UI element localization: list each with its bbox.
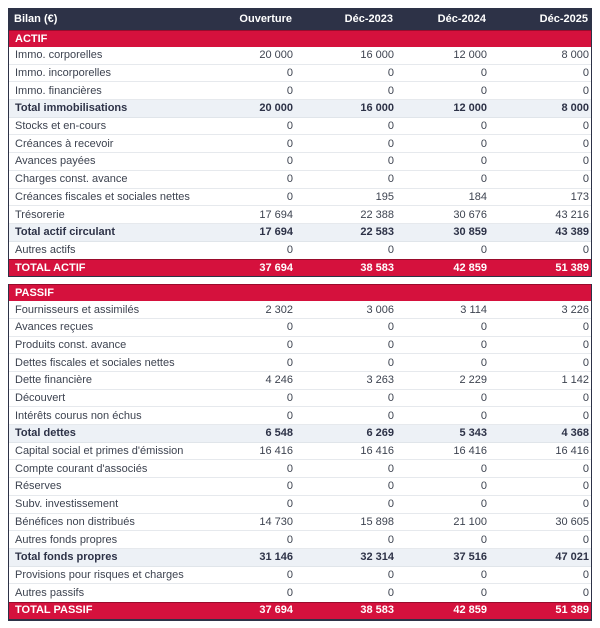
- row-value-dec-2023: 0: [387, 587, 394, 600]
- row-value-dec-2023: 22 583: [360, 226, 394, 239]
- row-label: Compte courant d'associés: [15, 462, 148, 475]
- row-value-dec-2024: 12 000: [453, 49, 487, 62]
- row-value-ouverture: 31 146: [259, 551, 293, 564]
- row-label: Stocks et en-cours: [15, 120, 107, 133]
- table-row: [9, 567, 591, 585]
- table-row: [9, 189, 591, 207]
- row-value-ouverture: 14 730: [259, 515, 293, 528]
- row-value-ouverture: 0: [286, 137, 293, 150]
- table-row: [9, 496, 591, 514]
- row-value-dec-2023: 15 898: [360, 515, 394, 528]
- row-value-dec-2024: 0: [480, 338, 487, 351]
- row-value-dec-2025: 43 389: [555, 226, 589, 239]
- row-value-dec-2025: 0: [582, 67, 589, 80]
- row-label: Trésorerie: [15, 208, 65, 221]
- row-value-dec-2025: 0: [582, 498, 589, 511]
- row-value-ouverture: 0: [286, 533, 293, 546]
- row-value-dec-2025: 0: [582, 321, 589, 334]
- row-value-dec-2023: 22 388: [360, 208, 394, 221]
- row-value-dec-2025: 43 216: [555, 208, 589, 221]
- table-title: Bilan (€): [14, 13, 58, 25]
- row-value-dec-2025: 0: [582, 356, 589, 369]
- row-value-dec-2025: 0: [582, 409, 589, 422]
- section-total-slot: [9, 602, 591, 619]
- row-value-ouverture: 0: [286, 84, 293, 97]
- row-value-dec-2025: 4 368: [561, 427, 589, 440]
- row-label: Autres actifs: [15, 244, 76, 257]
- section-rows: [9, 47, 591, 259]
- row-label: Créances fiscales et sociales nettes: [15, 190, 190, 203]
- column-header-ouverture: Ouverture: [239, 13, 292, 25]
- row-value-dec-2024: 0: [480, 392, 487, 405]
- table-row: [9, 390, 591, 408]
- row-value-ouverture: 0: [286, 462, 293, 475]
- row-value-ouverture: 0: [286, 392, 293, 405]
- row-value-dec-2023: 0: [387, 137, 394, 150]
- row-value-dec-2024: 0: [480, 120, 487, 133]
- table-body: [8, 30, 592, 621]
- row-label: Avances payées: [15, 155, 96, 168]
- table-header-row: [8, 8, 592, 30]
- balance-sheet-table: [8, 8, 592, 621]
- row-value-dec-2025: 8 000: [561, 49, 589, 62]
- row-label: Intérêts courus non échus: [15, 409, 142, 422]
- row-value-ouverture: 0: [286, 568, 293, 581]
- row-value-dec-2023: 3 006: [366, 303, 394, 316]
- row-label: Charges const. avance: [15, 173, 128, 186]
- table-row: [9, 514, 591, 532]
- row-label: Bénéfices non distribués: [15, 515, 135, 528]
- row-value-dec-2025: 16 416: [555, 445, 589, 458]
- row-value-ouverture: 17 694: [259, 208, 293, 221]
- table-row: [9, 118, 591, 136]
- row-value-ouverture: 0: [286, 498, 293, 511]
- row-label: Immo. corporelles: [15, 49, 103, 62]
- row-value-dec-2024: 5 343: [459, 427, 487, 440]
- row-label: Dette financière: [15, 374, 93, 387]
- row-value-dec-2024: 0: [480, 480, 487, 493]
- row-value-dec-2025: 0: [582, 84, 589, 97]
- row-value-ouverture: 0: [286, 120, 293, 133]
- section-header: [9, 284, 591, 301]
- row-value-dec-2023: 0: [387, 321, 394, 334]
- row-value-ouverture: 20 000: [259, 49, 293, 62]
- row-value-dec-2025: 0: [582, 392, 589, 405]
- row-label: Subv. investissement: [15, 498, 119, 511]
- table-row: [9, 372, 591, 390]
- table-row: [9, 47, 591, 65]
- row-value-dec-2024: 2 229: [459, 374, 487, 387]
- row-value-ouverture: 0: [286, 190, 293, 203]
- row-value-dec-2024: 12 000: [453, 102, 487, 115]
- row-value-ouverture: 2 302: [265, 303, 293, 316]
- row-value-dec-2024: 0: [480, 173, 487, 186]
- table-row: [9, 319, 591, 337]
- row-label: Total fonds propres: [15, 551, 118, 564]
- row-value-dec-2024: 30 676: [453, 208, 487, 221]
- row-value-ouverture: 0: [286, 587, 293, 600]
- row-label: Découvert: [15, 392, 66, 405]
- row-value-dec-2024: 0: [480, 84, 487, 97]
- row-value-dec-2024: 42 859: [453, 261, 487, 274]
- row-value-dec-2025: 8 000: [561, 102, 589, 115]
- table-row: [9, 82, 591, 100]
- row-label: Immo. financières: [15, 84, 102, 97]
- row-value-dec-2025: 1 142: [561, 374, 589, 387]
- row-value-dec-2023: 16 000: [360, 49, 394, 62]
- row-label: TOTAL PASSIF: [15, 604, 93, 617]
- row-value-dec-2025: 30 605: [555, 515, 589, 528]
- row-value-dec-2025: 0: [582, 173, 589, 186]
- row-value-dec-2024: 0: [480, 498, 487, 511]
- row-value-dec-2025: 3 226: [561, 303, 589, 316]
- row-value-dec-2024: 0: [480, 533, 487, 546]
- row-value-dec-2023: 195: [375, 190, 394, 203]
- row-value-dec-2025: 0: [582, 587, 589, 600]
- row-value-dec-2023: 0: [387, 120, 394, 133]
- section-title: ACTIF: [15, 32, 48, 45]
- row-value-dec-2023: 0: [387, 244, 394, 257]
- row-value-dec-2023: 0: [387, 568, 394, 581]
- row-value-dec-2023: 0: [387, 338, 394, 351]
- table-row: [9, 584, 591, 602]
- section-total-row: [9, 602, 591, 619]
- row-value-dec-2025: 51 389: [555, 261, 589, 274]
- row-value-dec-2025: 0: [582, 568, 589, 581]
- row-label: TOTAL ACTIF: [15, 261, 86, 274]
- row-value-ouverture: 0: [286, 409, 293, 422]
- row-value-dec-2023: 0: [387, 462, 394, 475]
- table-row: [9, 549, 591, 567]
- row-value-ouverture: 17 694: [259, 226, 293, 239]
- row-value-ouverture: 0: [286, 480, 293, 493]
- row-value-dec-2025: 0: [582, 480, 589, 493]
- row-value-dec-2024: 0: [480, 409, 487, 422]
- row-value-ouverture: 20 000: [259, 102, 293, 115]
- table-row: [9, 531, 591, 549]
- row-value-ouverture: 0: [286, 244, 293, 257]
- row-value-dec-2023: 0: [387, 173, 394, 186]
- row-value-dec-2023: 0: [387, 533, 394, 546]
- row-value-dec-2025: 0: [582, 244, 589, 257]
- table-row: [9, 354, 591, 372]
- table-row: [9, 171, 591, 189]
- row-value-dec-2024: 0: [480, 462, 487, 475]
- table-row: [9, 407, 591, 425]
- row-label: Réserves: [15, 480, 62, 493]
- row-value-dec-2024: 0: [480, 155, 487, 168]
- table-row: [9, 206, 591, 224]
- row-value-ouverture: 16 416: [259, 445, 293, 458]
- section-title: PASSIF: [15, 286, 54, 299]
- section-total-slot: [9, 259, 591, 276]
- row-value-dec-2023: 3 263: [366, 374, 394, 387]
- row-value-dec-2024: 0: [480, 587, 487, 600]
- row-value-dec-2024: 0: [480, 356, 487, 369]
- table-row: [9, 478, 591, 496]
- row-label: Capital social et primes d'émission: [15, 445, 184, 458]
- row-label: Total actif circulant: [15, 226, 116, 239]
- table-row: [9, 460, 591, 478]
- table-row: [9, 337, 591, 355]
- table-row: [9, 135, 591, 153]
- table-section: [8, 30, 592, 277]
- row-label: Total dettes: [15, 427, 76, 440]
- row-value-dec-2023: 38 583: [360, 604, 394, 617]
- row-value-dec-2024: 21 100: [453, 515, 487, 528]
- row-label: Autres passifs: [15, 587, 85, 600]
- row-value-dec-2025: 51 389: [555, 604, 589, 617]
- row-value-dec-2025: 0: [582, 137, 589, 150]
- row-label: Immo. incorporelles: [15, 67, 111, 80]
- row-value-dec-2024: 37 516: [453, 551, 487, 564]
- row-label: Fournisseurs et assimilés: [15, 303, 140, 316]
- table-row: [9, 301, 591, 319]
- row-value-dec-2025: 0: [582, 120, 589, 133]
- row-value-ouverture: 0: [286, 338, 293, 351]
- section-total-row: [9, 259, 591, 276]
- row-value-dec-2024: 42 859: [453, 604, 487, 617]
- row-value-ouverture: 6 548: [265, 427, 293, 440]
- row-value-dec-2023: 0: [387, 356, 394, 369]
- row-value-dec-2024: 0: [480, 67, 487, 80]
- row-label: Produits const. avance: [15, 338, 127, 351]
- row-value-dec-2025: 47 021: [555, 551, 589, 564]
- table-section: [8, 284, 592, 621]
- row-value-dec-2023: 0: [387, 480, 394, 493]
- row-label: Avances reçues: [15, 321, 94, 334]
- table-row: [9, 425, 591, 443]
- row-value-dec-2023: 16 000: [360, 102, 394, 115]
- row-value-dec-2025: 0: [582, 533, 589, 546]
- section-rows: [9, 301, 591, 602]
- row-value-ouverture: 0: [286, 67, 293, 80]
- row-value-dec-2024: 0: [480, 244, 487, 257]
- table-row: [9, 65, 591, 83]
- column-header-dec-2024: Déc-2024: [437, 13, 486, 25]
- row-value-dec-2025: 0: [582, 338, 589, 351]
- row-value-dec-2024: 16 416: [453, 445, 487, 458]
- row-value-dec-2023: 0: [387, 498, 394, 511]
- row-value-dec-2024: 184: [468, 190, 487, 203]
- row-value-dec-2024: 3 114: [460, 303, 487, 316]
- row-value-dec-2025: 0: [582, 155, 589, 168]
- row-value-dec-2023: 0: [387, 392, 394, 405]
- row-value-dec-2023: 16 416: [360, 445, 394, 458]
- table-row: [9, 100, 591, 118]
- row-label: Dettes fiscales et sociales nettes: [15, 356, 175, 369]
- row-value-ouverture: 0: [286, 155, 293, 168]
- row-value-ouverture: 0: [286, 321, 293, 334]
- row-value-dec-2024: 0: [480, 321, 487, 334]
- row-value-dec-2023: 0: [387, 67, 394, 80]
- row-value-dec-2023: 0: [387, 155, 394, 168]
- row-value-dec-2024: 30 859: [453, 226, 487, 239]
- row-value-ouverture: 0: [286, 173, 293, 186]
- row-value-dec-2023: 0: [387, 84, 394, 97]
- table-row: [9, 153, 591, 171]
- row-label: Provisions pour risques et charges: [15, 568, 184, 581]
- row-value-dec-2023: 6 269: [366, 427, 394, 440]
- section-header: [9, 30, 591, 47]
- table-row: [9, 224, 591, 242]
- row-value-dec-2025: 0: [582, 462, 589, 475]
- row-label: Total immobilisations: [15, 102, 128, 115]
- column-header-dec-2025: Déc-2025: [539, 13, 588, 25]
- row-value-ouverture: 4 246: [265, 374, 293, 387]
- row-value-ouverture: 0: [286, 356, 293, 369]
- row-label: Créances à recevoir: [15, 137, 114, 150]
- table-row: [9, 443, 591, 461]
- row-value-dec-2025: 173: [570, 190, 589, 203]
- row-value-dec-2024: 0: [480, 137, 487, 150]
- row-label: Autres fonds propres: [15, 533, 118, 546]
- row-value-dec-2023: 0: [387, 409, 394, 422]
- row-value-ouverture: 37 694: [259, 604, 293, 617]
- row-value-ouverture: 37 694: [259, 261, 293, 274]
- row-value-dec-2023: 32 314: [360, 551, 394, 564]
- row-value-dec-2024: 0: [480, 568, 487, 581]
- column-header-dec-2023: Déc-2023: [344, 13, 393, 25]
- row-value-dec-2023: 38 583: [360, 261, 394, 274]
- table-row: [9, 242, 591, 260]
